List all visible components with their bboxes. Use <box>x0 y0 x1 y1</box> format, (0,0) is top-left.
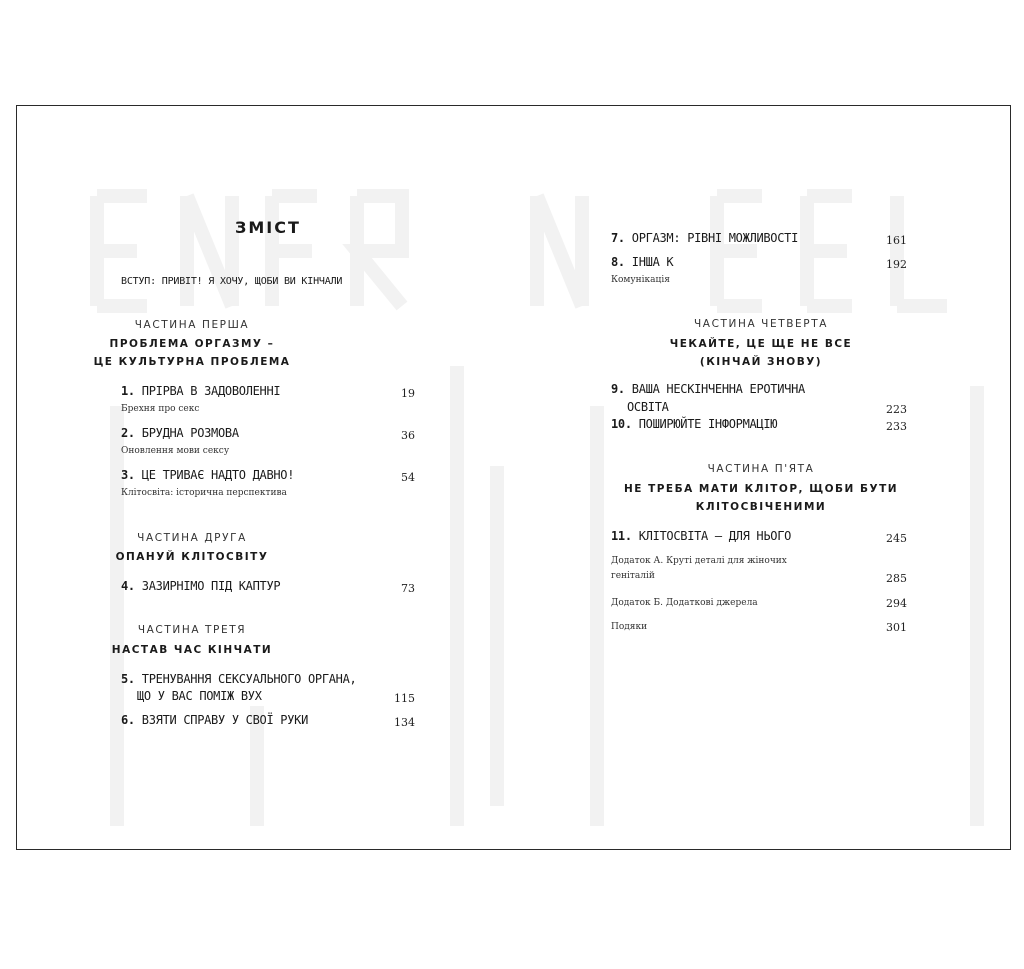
part-5-title-line-1: НЕ ТРЕБА МАТИ КЛІТОР, ЩОБИ БУТИ <box>623 483 899 495</box>
chapter-9-page: 223 <box>886 403 907 416</box>
part-4-title-line-1: ЧЕКАЙТЕ, ЦЕ ЩЕ НЕ ВСЕ <box>669 338 853 350</box>
part-1-label: ЧАСТИНА ПЕРША <box>134 319 250 331</box>
chapter-8-page: 192 <box>886 258 907 271</box>
chapter-9-entry[interactable] <box>611 382 805 396</box>
appendix-b-page: 294 <box>886 597 907 610</box>
chapter-9-title-cont: ОСВІТА <box>627 400 669 414</box>
part-4-title[interactable] <box>611 335 911 371</box>
appendix-a-entry-line-2: геніталій <box>611 571 655 581</box>
part-5-title[interactable] <box>611 480 911 516</box>
intro-entry[interactable]: ВСТУП: ПРИВІТ! Я ХОЧУ, ЩОБИ ВИ КІНЧАЛИ <box>121 276 343 287</box>
part-4-title-line-2: (КІНЧАЙ ЗНОВУ) <box>699 356 823 368</box>
part-1-title[interactable] <box>42 335 342 371</box>
chapter-3-number: 3. <box>121 468 135 482</box>
chapter-10-title: ПОШИРЮЙТЕ ІНФОРМАЦІЮ <box>638 417 778 431</box>
page-spread <box>16 105 1011 850</box>
chapter-1-number: 1. <box>121 384 135 398</box>
chapter-3-title: ЦЕ ТРИВАЄ НАДТО ДАВНО! <box>141 468 295 482</box>
chapter-1-title: ПРІРВА В ЗАДОВОЛЕННІ <box>141 384 281 398</box>
appendix-b-entry[interactable]: Додаток Б. Додаткові джерела <box>611 598 758 608</box>
part-2-label: ЧАСТИНА ДРУГА <box>137 532 247 544</box>
appendix-a-entry[interactable]: Додаток А. Круті деталі для жіночих <box>611 556 787 566</box>
chapter-3-subtitle: Клітосвіта: історична перспектива <box>121 488 287 498</box>
chapter-5-page: 115 <box>394 692 415 705</box>
chapter-1-entry[interactable] <box>121 384 280 398</box>
part-1-title-line-1: ПРОБЛЕМА ОРГАЗМУ – <box>109 338 275 350</box>
part-5-title-line-2: КЛІТОСВІЧЕНИМИ <box>695 501 827 513</box>
part-3-label: ЧАСТИНА ТРЕТЯ <box>137 624 247 636</box>
part-1-title-line-2: ЦЕ КУЛЬТУРНА ПРОБЛЕМА <box>93 356 291 368</box>
chapter-6-page: 134 <box>394 716 415 729</box>
chapter-8-entry[interactable] <box>611 255 673 269</box>
toc-heading: ЗМІСТ <box>235 218 301 237</box>
chapter-1-page: 19 <box>401 387 415 400</box>
chapter-4-page: 73 <box>401 582 415 595</box>
chapter-5-entry[interactable] <box>121 672 356 686</box>
chapter-2-page: 36 <box>401 429 415 442</box>
chapter-7-title: ОРГАЗМ: РІВНІ МОЖЛИВОСТІ <box>631 231 798 245</box>
part-3-title[interactable]: НАСТАВ ЧАС КІНЧАТИ <box>111 644 273 656</box>
chapter-3-entry[interactable] <box>121 468 294 482</box>
chapter-11-entry[interactable] <box>611 529 791 543</box>
chapter-2-entry[interactable] <box>121 426 239 440</box>
chapter-5-title-cont: ЩО У ВАС ПОМІЖ ВУХ <box>137 689 262 703</box>
chapter-6-entry[interactable] <box>121 713 308 727</box>
chapter-7-number: 7. <box>611 231 625 245</box>
chapter-9-number: 9. <box>611 382 625 396</box>
chapter-10-number: 10. <box>611 417 632 431</box>
chapter-8-title: ІНША К <box>631 255 674 269</box>
chapter-8-number: 8. <box>611 255 625 269</box>
chapter-8-subtitle: Комунікація <box>611 275 670 285</box>
part-5-label: ЧАСТИНА П'ЯТА <box>707 463 815 475</box>
chapter-10-page: 233 <box>886 420 907 433</box>
chapter-6-number: 6. <box>121 713 135 727</box>
part-2-title[interactable]: ОПАНУЙ КЛІТОСВІТУ <box>115 551 269 563</box>
chapter-9-title: ВАША НЕСКІНЧЕННА ЕРОТИЧНА <box>631 382 805 396</box>
chapter-11-page: 245 <box>886 532 907 545</box>
chapter-2-number: 2. <box>121 426 135 440</box>
acknowledgements-page: 301 <box>886 621 907 634</box>
chapter-5-number: 5. <box>121 672 135 686</box>
chapter-7-entry[interactable] <box>611 231 798 245</box>
chapter-1-subtitle: Брехня про секс <box>121 404 200 414</box>
chapter-6-title: ВЗЯТИ СПРАВУ У СВОЇ РУКИ <box>141 713 308 727</box>
chapter-2-subtitle: Оновлення мови сексу <box>121 446 230 456</box>
appendix-a-page: 285 <box>886 572 907 585</box>
chapter-11-number: 11. <box>611 529 632 543</box>
chapter-2-title: БРУДНА РОЗМОВА <box>141 426 239 440</box>
chapter-10-entry[interactable] <box>611 417 777 431</box>
chapter-4-entry[interactable] <box>121 579 280 593</box>
chapter-4-number: 4. <box>121 579 135 593</box>
chapter-5-title: ТРЕНУВАННЯ СЕКСУАЛЬНОГО ОРГАНА, <box>141 672 357 686</box>
part-4-label: ЧАСТИНА ЧЕТВЕРТА <box>693 318 828 330</box>
chapter-5-title-line-2 <box>137 689 262 703</box>
chapter-3-page: 54 <box>401 471 415 484</box>
chapter-11-title: КЛІТОСВІТА – ДЛЯ НЬОГО <box>638 529 792 543</box>
chapter-9-title-line-2 <box>627 400 669 414</box>
chapter-4-title: ЗАЗИРНІМО ПІД КАПТУР <box>141 579 281 593</box>
chapter-7-page: 161 <box>886 234 907 247</box>
acknowledgements-entry[interactable]: Подяки <box>611 622 648 632</box>
